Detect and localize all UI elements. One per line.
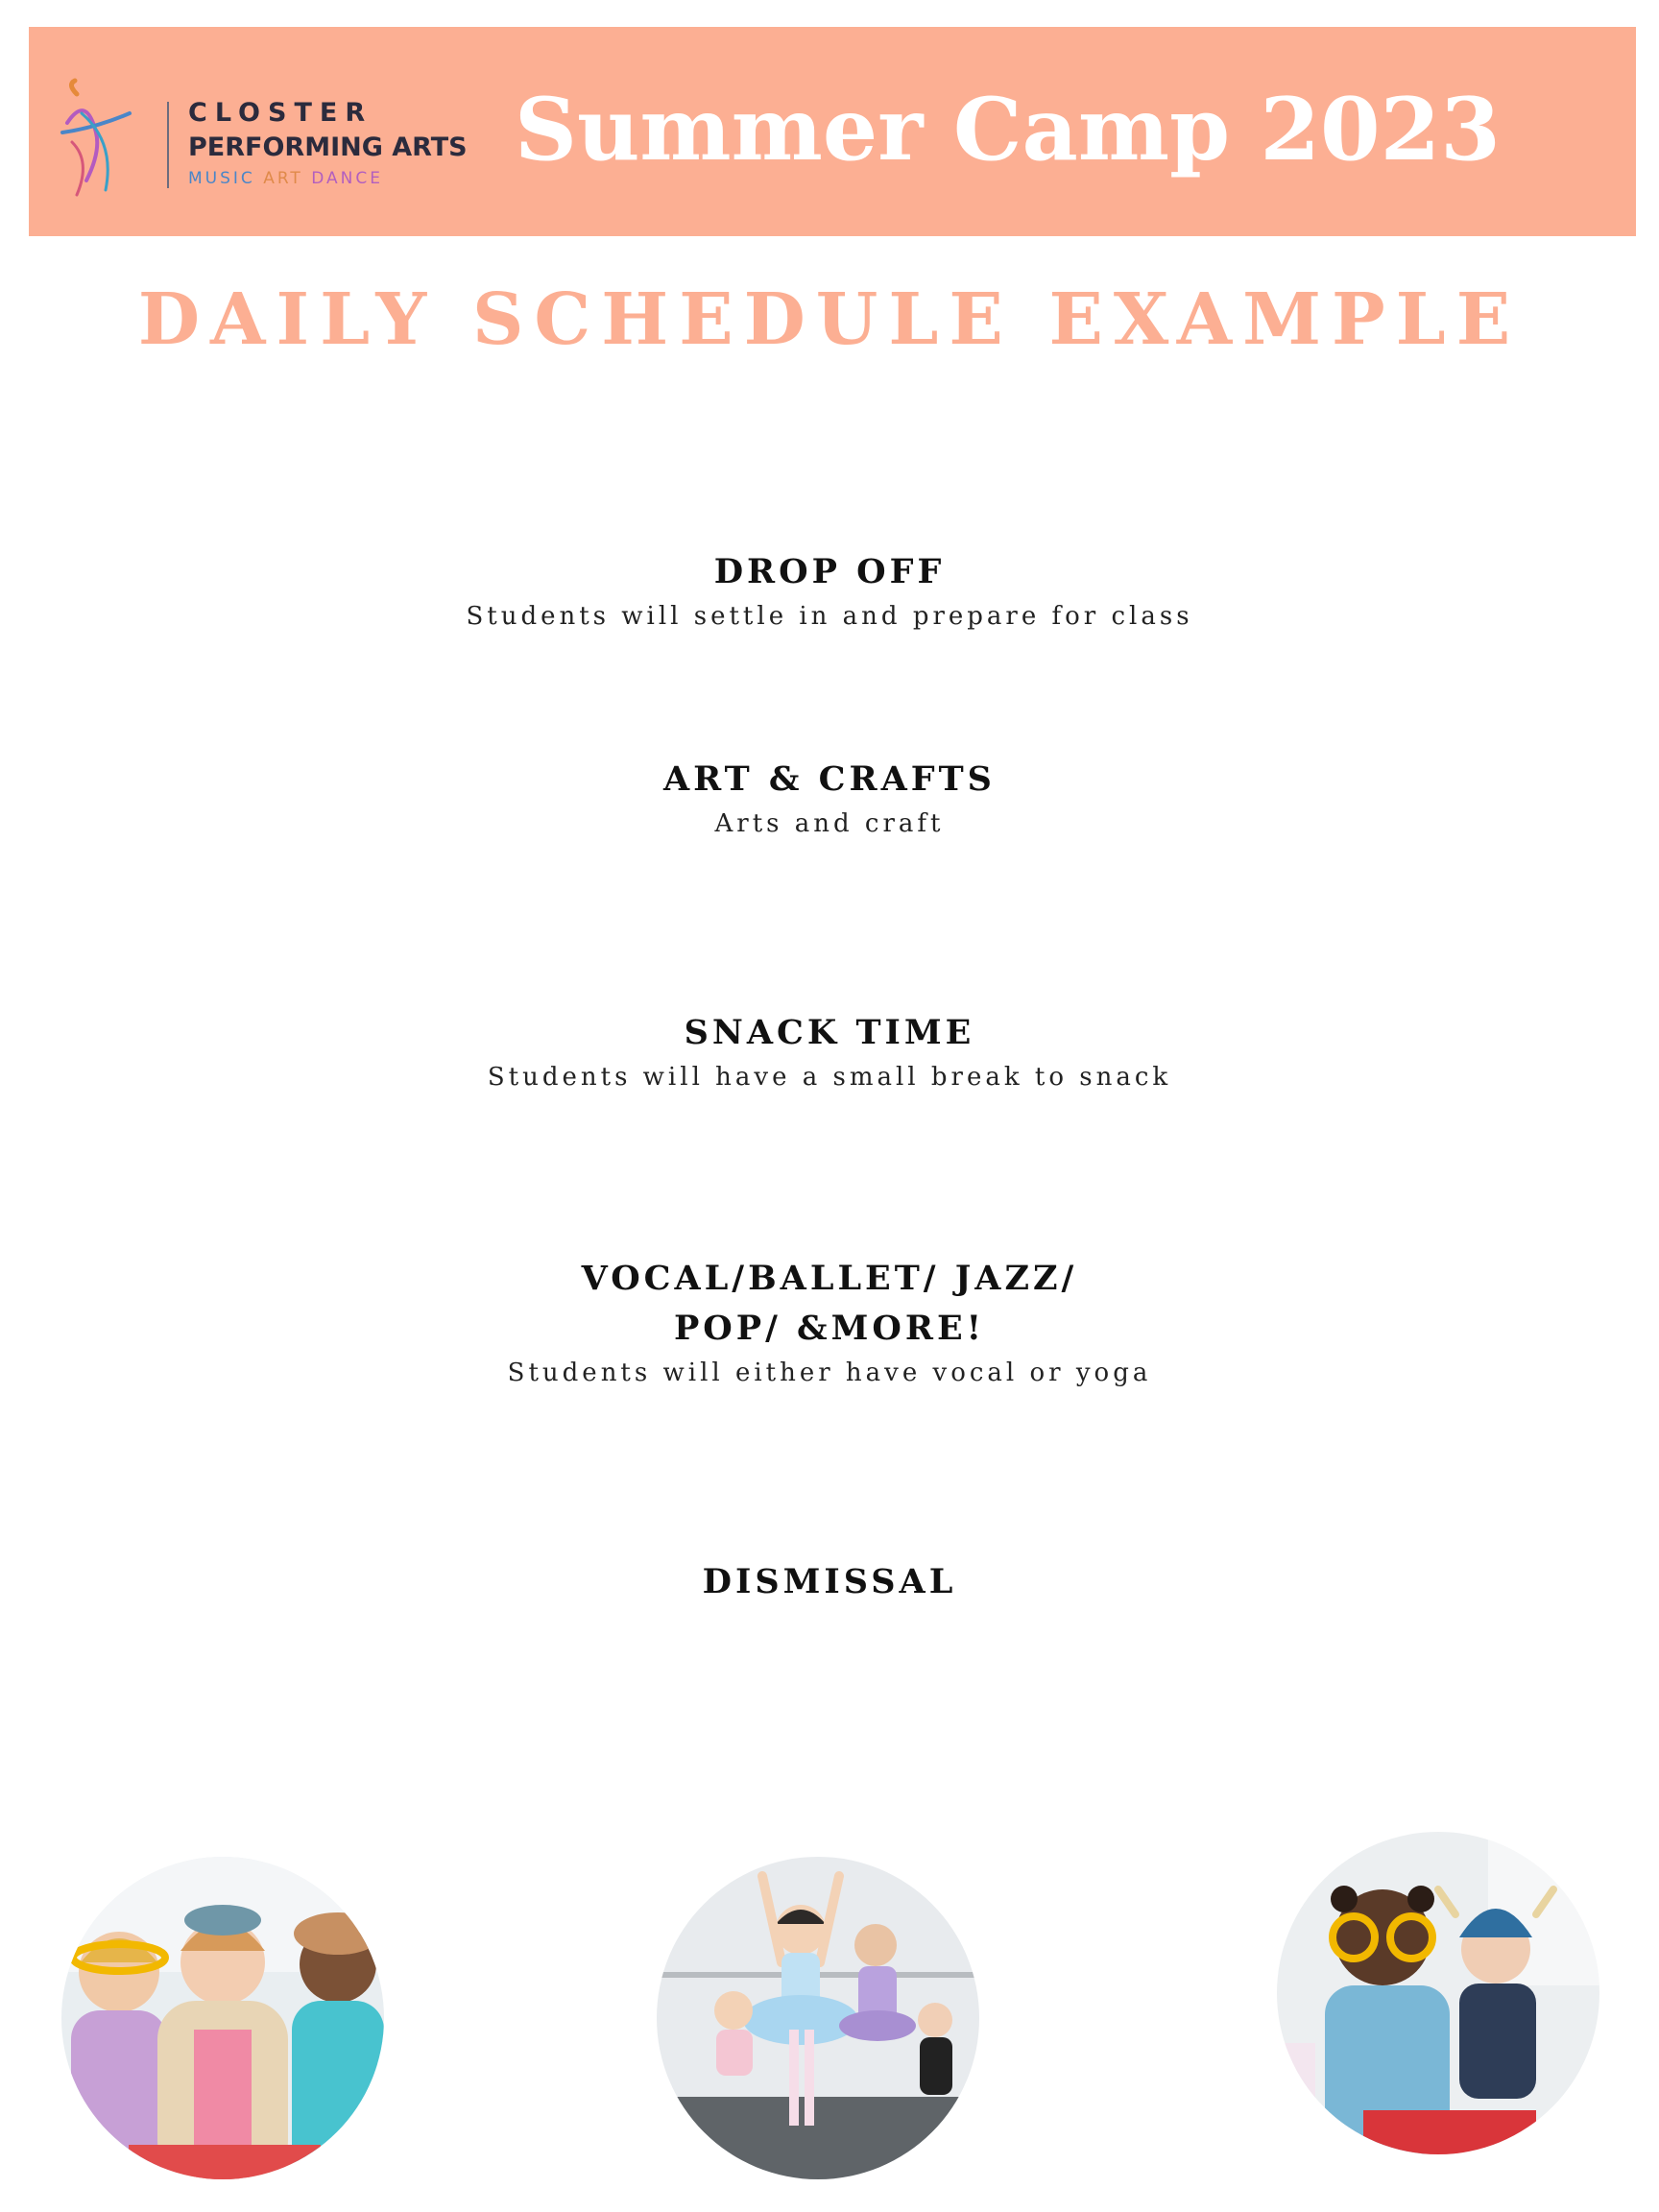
ballet-class-photo	[657, 1857, 979, 2179]
schedule-item-description: Arts and craft	[714, 809, 945, 838]
schedule-item-drop-off	[0, 547, 1659, 636]
tagline-music: MUSIC	[188, 169, 255, 188]
tagline-art: ART	[263, 169, 303, 188]
schedule-item-art-crafts	[0, 755, 1659, 843]
logo-tagline	[188, 169, 383, 188]
children-dress-up-photo	[61, 1857, 384, 2179]
schedule-item-title: ART & CRAFTS	[663, 759, 996, 799]
logo-name-performing-arts: PERFORMING ARTS	[188, 132, 468, 162]
schedule-item-dismissal	[0, 1557, 1659, 1607]
schedule-item-description: Students will settle in and prepare for class	[466, 602, 1193, 631]
tagline-dance: DANCE	[311, 169, 383, 188]
schedule-item-snack-time	[0, 1008, 1659, 1096]
logo-name-closter: CLOSTER	[188, 98, 373, 128]
closter-dancer-logo-icon	[58, 75, 134, 200]
children-crafts-photo	[1277, 1832, 1599, 2154]
schedule-item-vocal-ballet	[0, 1254, 1659, 1392]
schedule-item-description: Students will have a small break to snack	[487, 1063, 1172, 1092]
schedule-item-description: Students will either have vocal or yoga	[507, 1358, 1152, 1387]
schedule-item-title: DISMISSAL	[702, 1562, 957, 1601]
camp-title: Summer Camp 2023	[515, 79, 1501, 180]
page-heading: DAILY SCHEDULE EXAMPLE	[137, 278, 1522, 361]
schedule-item-title: SNACK TIME	[684, 1013, 975, 1052]
schedule-item-title: DROP OFF	[713, 552, 946, 591]
logo-divider	[167, 102, 169, 188]
schedule-item-title: VOCAL/BALLET/ JAZZ/ POP/ &MORE!	[581, 1259, 1078, 1348]
